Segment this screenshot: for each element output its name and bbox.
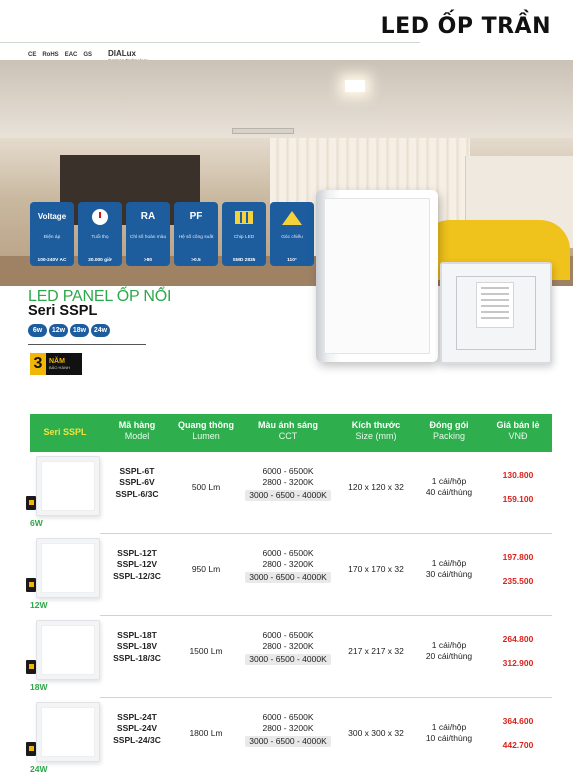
model-cell: SSPL-18T SSPL-18V SSPL-18/3C: [113, 630, 161, 663]
air-vent: [232, 128, 294, 134]
title-divider: [28, 344, 146, 345]
eac-mark: EAC: [64, 52, 78, 58]
panel-front-image: [316, 190, 438, 362]
ra-icon: RA: [140, 211, 156, 222]
feature-label: Chip LED: [233, 235, 255, 240]
voltage-icon: Voltage: [37, 212, 67, 221]
beam-icon: [282, 211, 302, 225]
feature-ra: [126, 202, 170, 266]
size-cell: 120 x 120 x 32: [348, 482, 404, 492]
wattage-badge: 24w: [91, 324, 110, 337]
table-row: [30, 534, 552, 616]
row-wattage: 24W: [30, 764, 48, 774]
size-cell: 300 x 300 x 32: [348, 728, 404, 738]
header-divider: [0, 42, 420, 43]
row-wattage: 6W: [30, 518, 43, 528]
col-size: Kích thước Size (mm): [351, 420, 401, 441]
wattage-badge: 12w: [49, 324, 68, 337]
cct-cell: 6000 - 6500K 2800 - 3200K 3000 - 6500 - 4000K: [238, 712, 338, 747]
feature-label: Điện áp: [43, 235, 61, 240]
feature-label: Góc chiếu: [281, 235, 303, 240]
feature-label: Chỉ số hoàn màu: [129, 235, 167, 240]
feature-icons: [30, 202, 314, 266]
wattage-badge: 18w: [70, 324, 89, 337]
feature-value: >0.5: [191, 258, 201, 263]
product-title: LED PANEL ỐP NỔI: [28, 288, 172, 305]
feature-lifetime: [78, 202, 122, 266]
clock-icon: [92, 209, 108, 225]
col-seri: Seri SSPL: [43, 427, 87, 437]
feature-value: 30.000 giờ: [88, 258, 112, 263]
col-cct: Màu ánh sáng CCT: [257, 420, 318, 441]
feature-label: Hệ số công suất: [178, 235, 214, 240]
wattage-badges: [28, 324, 110, 337]
col-model: Mã hàng Model: [118, 420, 156, 441]
certification-logos: [28, 52, 92, 58]
product-box: [26, 578, 36, 592]
page-title: LED ỐP TRẦN: [380, 14, 551, 39]
feature-value: 100-240V AC: [37, 258, 67, 263]
price-cell: 312.900: [502, 658, 534, 668]
feature-value: >80: [143, 258, 153, 263]
packing-cell: 1 cái/hộp 20 cái/thùng: [425, 640, 473, 661]
price-cell: 364.600: [502, 716, 534, 726]
lumen-cell: 500 Lm: [191, 482, 221, 492]
price-cell: 235.500: [502, 576, 534, 586]
warranty-years: 3: [30, 353, 46, 375]
product-box: [26, 742, 36, 756]
table-row: [30, 698, 552, 780]
feature-label: Tuổi thọ: [91, 235, 109, 240]
lumen-cell: 1500 Lm: [189, 646, 223, 656]
packing-cell: 1 cái/hộp 40 cái/thùng: [425, 476, 473, 497]
rohs-mark: RoHS: [42, 52, 59, 58]
pf-icon: PF: [189, 211, 203, 222]
warranty-sub: BẢO HÀNH: [49, 365, 70, 370]
price-cell: 197.800: [502, 552, 534, 562]
gs-mark: GS: [83, 52, 93, 58]
table-row: [30, 616, 552, 698]
price-cell: 264.800: [502, 634, 534, 644]
ce-mark: CE: [28, 52, 37, 58]
size-cell: 217 x 217 x 32: [348, 646, 404, 656]
table-header: [30, 414, 552, 452]
feature-value: 110°: [287, 258, 297, 263]
lumen-cell: 1800 Lm: [189, 728, 223, 738]
price-cell: 442.700: [502, 740, 534, 750]
feature-value: SMD 2835: [232, 258, 256, 263]
price-cell: 159.100: [502, 494, 534, 504]
lumen-cell: 950 Lm: [191, 564, 221, 574]
chip-icon: [235, 211, 253, 224]
product-thumbnail: [36, 538, 100, 598]
wattage-badge: 6w: [28, 324, 47, 337]
cct-cell: 6000 - 6500K 2800 - 3200K 3000 - 6500 - 4000K: [238, 630, 338, 665]
panel-face: [324, 198, 430, 354]
col-packing: Đóng gói Packing: [429, 420, 469, 441]
col-lumen: Quang thông Lumen: [178, 420, 234, 441]
dialux-name: DIALux: [108, 49, 136, 58]
feature-chip: [222, 202, 266, 266]
feature-beam-angle: [270, 202, 314, 266]
product-box: [26, 496, 36, 510]
panel-label-sticker: [476, 282, 514, 328]
ceiling-light: [345, 80, 365, 92]
packing-cell: 1 cái/hộp 30 cái/thùng: [425, 558, 473, 579]
model-cell: SSPL-12T SSPL-12V SSPL-12/3C: [113, 548, 161, 581]
product-thumbnail: [36, 702, 100, 762]
panel-back-image: [440, 262, 552, 364]
product-thumbnail: [36, 620, 100, 680]
ceiling: [0, 60, 573, 138]
packing-cell: 1 cái/hộp 10 cái/thùng: [425, 722, 473, 743]
price-cell: 130.800: [502, 470, 534, 480]
feature-voltage: [30, 202, 74, 266]
warranty-label: NĂM: [49, 358, 65, 365]
row-wattage: 12W: [30, 600, 48, 610]
product-thumbnail: [36, 456, 100, 516]
product-series: Seri SSPL: [28, 303, 98, 319]
warranty-badge: [30, 353, 82, 375]
product-box: [26, 660, 36, 674]
model-cell: SSPL-6T SSPL-6V SSPL-6/3C: [115, 466, 159, 499]
cct-cell: 6000 - 6500K 2800 - 3200K 3000 - 6500 - 4000K: [238, 466, 338, 501]
model-cell: SSPL-24T SSPL-24V SSPL-24/3C: [113, 712, 161, 745]
size-cell: 170 x 170 x 32: [348, 564, 404, 574]
row-wattage: 18W: [30, 682, 48, 692]
table-row: [30, 452, 552, 534]
cct-cell: 6000 - 6500K 2800 - 3200K 3000 - 6500 - 4000K: [238, 548, 338, 583]
feature-pf: [174, 202, 218, 266]
page-header: [0, 0, 573, 52]
col-price: Giá bán lẻ VNĐ: [496, 420, 540, 441]
